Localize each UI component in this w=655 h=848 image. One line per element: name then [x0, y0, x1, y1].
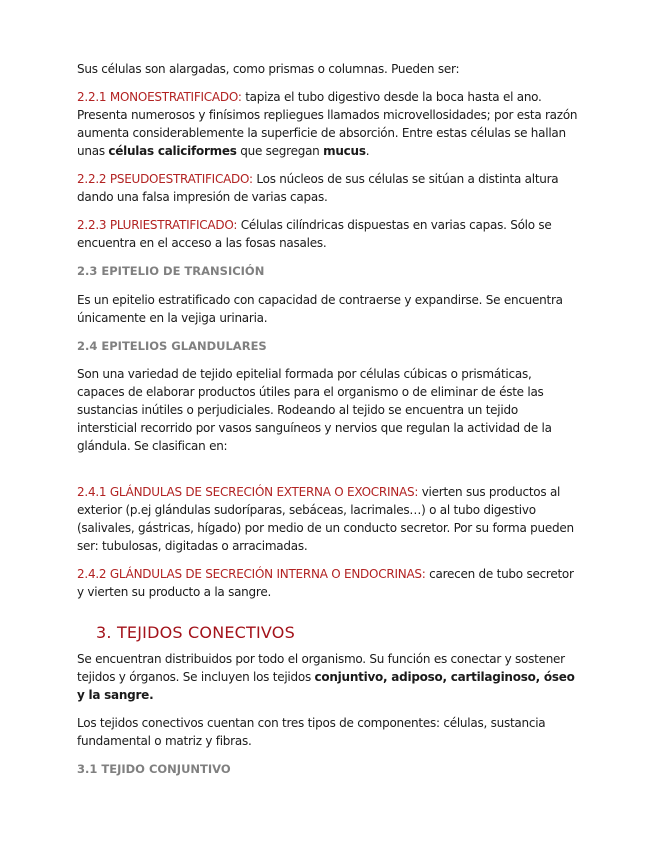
- section-2-2-2-text: Los núcleos de sus células se sitúan a distinta altura dando una falsa impresión de varias capas.: [77, 172, 559, 204]
- section-2-2-2-paragraph: [77, 170, 581, 206]
- section-2-4-2-text: carecen de tubo secretor y vierten su producto a la sangre.: [77, 567, 574, 599]
- section-2-2-3-label: 2.2.3 PLURIESTRATIFICADO:: [77, 218, 238, 232]
- section-2-2-1-label: 2.2.1 MONOESTRATIFICADO:: [77, 90, 242, 104]
- heading-2-4: 2.4 EPITELIOS GLANDULARES: [77, 339, 267, 353]
- section-2-4-2-paragraph: [77, 565, 581, 601]
- section-2-2-3-paragraph: [77, 216, 581, 252]
- heading-3-1: 3.1 TEJIDO CONJUNTIVO: [77, 762, 231, 776]
- paragraph-3-intro-bold: conjuntivo, adiposo, cartilaginoso, óseo y la sangre.: [77, 670, 575, 702]
- paragraph-2-3: Es un epitelio estratificado con capacidad de contraerse y expandirse. Se encuentra únicamente en la vejiga urinaria.: [77, 293, 563, 325]
- heading-3: 3. TEJIDOS CONECTIVOS: [96, 623, 295, 642]
- section-2-4-1-paragraph: [77, 483, 581, 555]
- paragraph-2-4: Son una variedad de tejido epitelial formada por células cúbicas o prismáticas, capaces de elaborar productos útiles para el organismo o de eliminar de éste las sustancias inútiles o perjudiciales. Rodeando al tejido se encuentra un tejido intersticial recorrido por vasos sanguíneos y nervios que regulan la actividad de la glándula. Se clasifican en:: [77, 367, 552, 453]
- section-2-2-1-bold-mucus: mucus: [323, 144, 366, 158]
- section-2-2-1-text-a: tapiza el tubo digestivo desde la boca hasta el ano. Presenta numerosos y finísimos repliegues llamados microvellosidades; por esta razón aumenta considerablemente la superficie de absorción. Entre estas células se hallan unas: [77, 90, 578, 158]
- section-2-4-1-text: vierten sus productos al exterior (p.ej glándulas sudoríparas, sebáceas, lacrimales…) o al tubo digestivo (salivales, gástricas, hígado) por medio de un conducto secretor. Por su forma pueden ser: tubulosas, digitadas o arracimadas.: [77, 485, 574, 553]
- section-2-2-1-text-c: .: [365, 144, 370, 158]
- paragraph-3-components: Los tejidos conectivos cuentan con tres tipos de componentes: células, sustancia fundamental o matriz y fibras.: [77, 716, 546, 748]
- intro-paragraph: Sus células son alargadas, como prismas o columnas. Pueden ser:: [77, 62, 460, 76]
- heading-2-3: 2.3 EPITELIO DE TRANSICIÓN: [77, 264, 265, 278]
- section-2-2-1-bold-caliciformes: células caliciformes: [108, 144, 237, 158]
- section-2-2-2-label: 2.2.2 PSEUDOESTRATIFICADO:: [77, 172, 253, 186]
- section-2-4-1-label: 2.4.1 GLÁNDULAS DE SECRECIÓN EXTERNA O EXOCRINAS:: [77, 485, 419, 499]
- section-2-2-1-paragraph: [77, 88, 581, 160]
- section-2-4-2-label: 2.4.2 GLÁNDULAS DE SECRECIÓN INTERNA O ENDOCRINAS:: [77, 567, 426, 581]
- paragraph-3-intro: [77, 650, 581, 704]
- section-2-2-3-text: Células cilíndricas dispuestas en varias capas. Sólo se encuentra en el acceso a las fosas nasales.: [77, 218, 552, 250]
- section-2-2-1-text-b: que segregan: [236, 144, 324, 158]
- paragraph-3-intro-text: Se encuentran distribuidos por todo el organismo. Su función es conectar y sostener tejidos y órganos. Se incluyen los tejidos: [77, 652, 565, 684]
